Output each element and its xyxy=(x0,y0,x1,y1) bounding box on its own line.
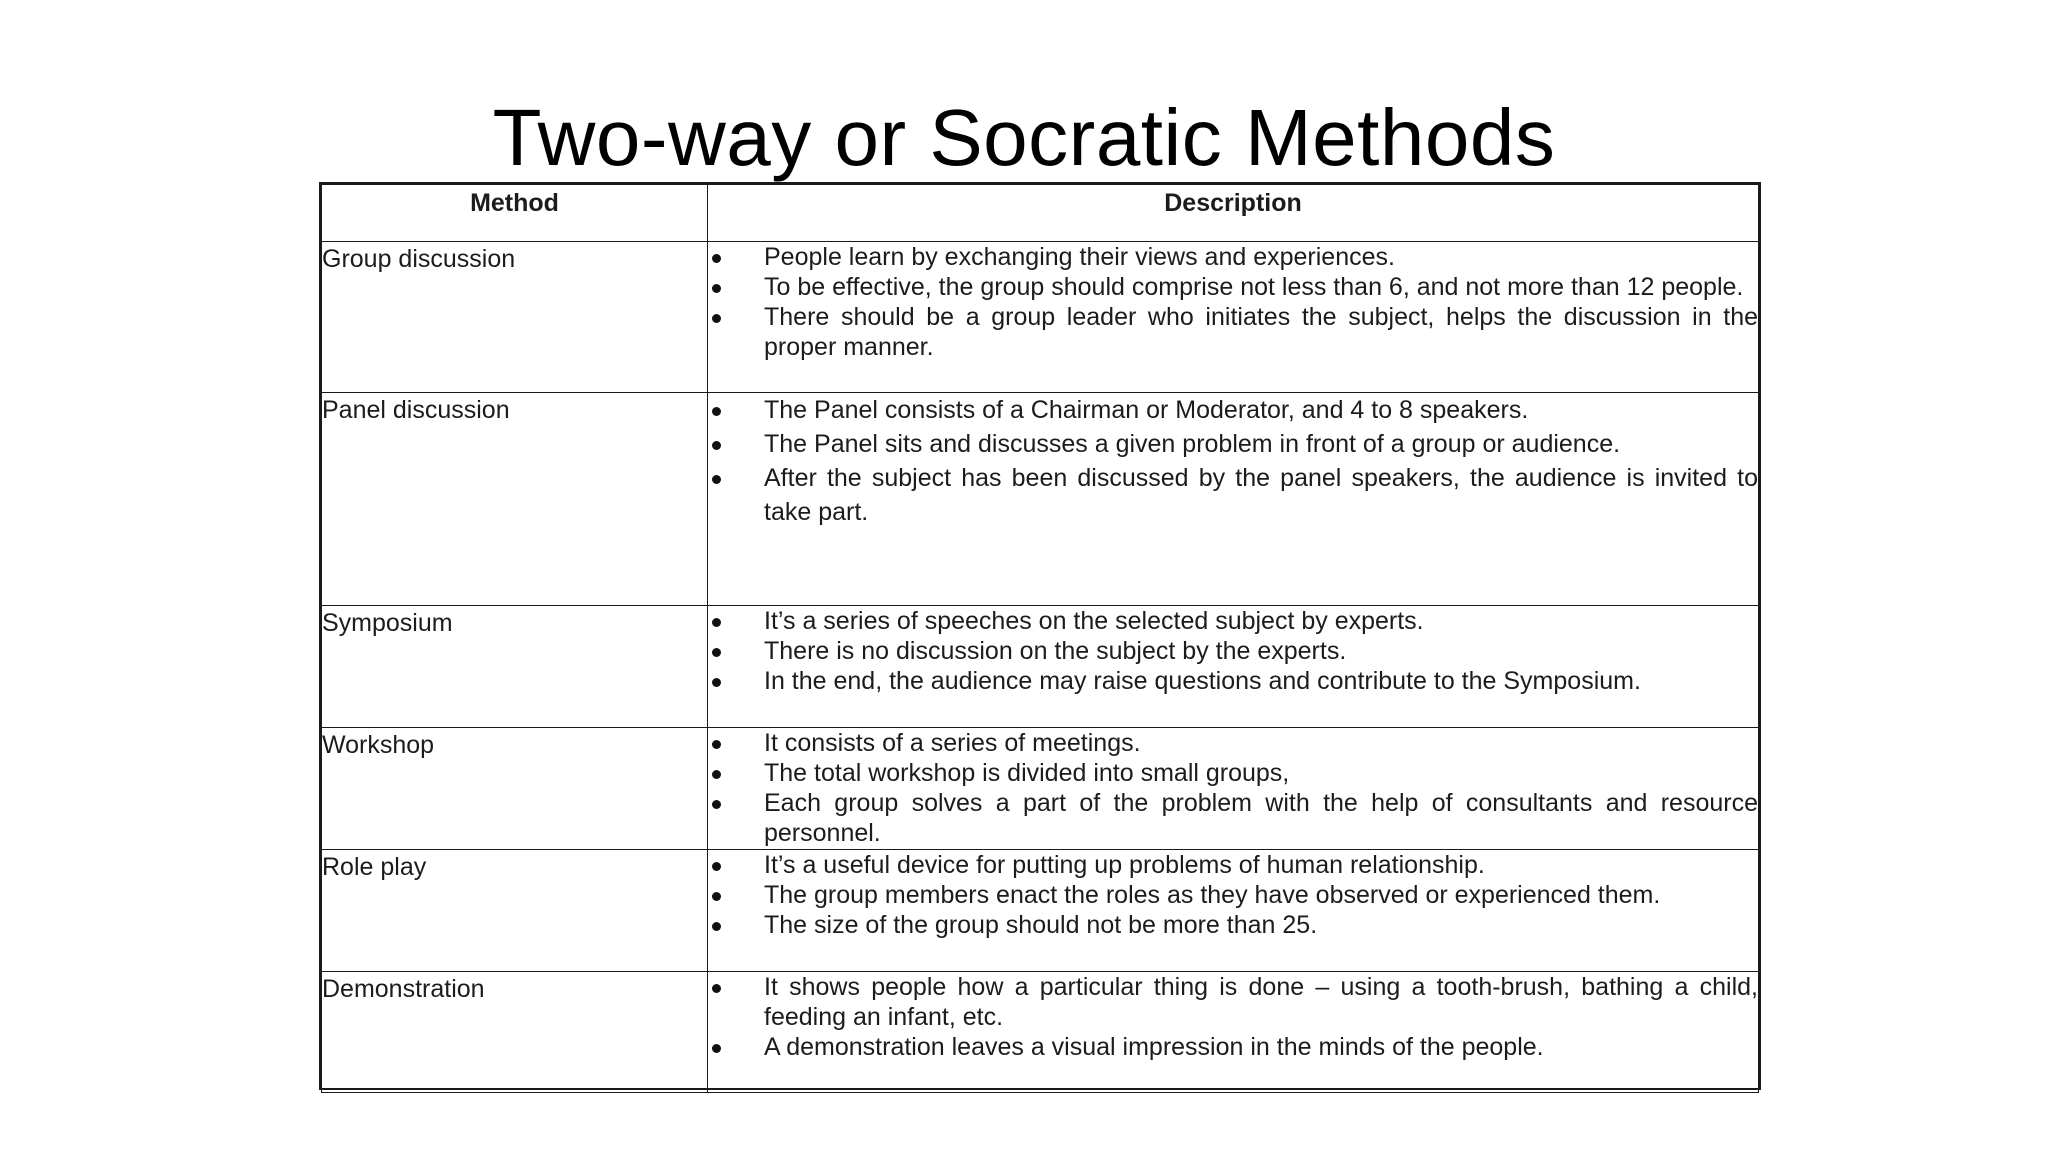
description-cell xyxy=(708,972,1759,1093)
list-item xyxy=(708,758,1758,788)
list-item xyxy=(708,728,1758,758)
table-row xyxy=(322,393,1759,606)
table-row xyxy=(322,972,1759,1093)
list-item xyxy=(708,606,1758,636)
list-item xyxy=(708,666,1758,696)
description-cell xyxy=(708,393,1759,606)
table-row xyxy=(322,728,1759,850)
bullet-text: It shows people how a particular thing is done – using a tooth-brush, bathing a child, feeding an infant, etc. xyxy=(764,973,1758,1031)
bullet-icon xyxy=(712,862,721,871)
list-item xyxy=(708,1032,1758,1062)
method-name: Symposium xyxy=(322,606,708,728)
bullet-icon xyxy=(712,892,721,901)
list-item xyxy=(708,910,1758,940)
list-item xyxy=(708,788,1758,848)
list-item xyxy=(708,461,1758,529)
method-name: Workshop xyxy=(322,728,708,850)
table-header-row xyxy=(322,185,1759,242)
column-header-description: Description xyxy=(708,185,1759,242)
column-header-method: Method xyxy=(322,185,708,242)
bullet-text: A demonstration leaves a visual impression in the minds of the people. xyxy=(764,1033,1544,1061)
list-item xyxy=(708,636,1758,666)
bullet-icon xyxy=(712,254,721,263)
list-item xyxy=(708,272,1758,302)
bullet-icon xyxy=(712,770,721,779)
description-cell xyxy=(708,606,1759,728)
list-item xyxy=(708,427,1758,461)
bullet-text: It’s a series of speeches on the selected subject by experts. xyxy=(764,607,1424,635)
bullet-text: It’s a useful device for putting up problems of human relationship. xyxy=(764,851,1485,879)
bullet-icon xyxy=(712,648,721,657)
bullet-icon xyxy=(712,678,721,687)
list-item xyxy=(708,880,1758,910)
bullet-icon xyxy=(712,407,721,416)
table-row xyxy=(322,242,1759,393)
description-cell xyxy=(708,728,1759,850)
list-item xyxy=(708,850,1758,880)
bullet-icon xyxy=(712,314,721,323)
bullet-text: People learn by exchanging their views and experiences. xyxy=(764,243,1395,271)
bullet-icon xyxy=(712,984,721,993)
bullet-text: Each group solves a part of the problem with the help of consultants and resource personnel. xyxy=(764,789,1758,847)
bullet-icon xyxy=(712,1044,721,1053)
bullet-text: There is no discussion on the subject by the experts. xyxy=(764,637,1347,665)
bullet-icon xyxy=(712,441,721,450)
list-item xyxy=(708,393,1758,427)
method-name: Role play xyxy=(322,850,708,972)
table-row xyxy=(322,850,1759,972)
bullet-icon xyxy=(712,740,721,749)
bullet-text: The size of the group should not be more than 25. xyxy=(764,911,1318,939)
slide-title: Two-way or Socratic Methods xyxy=(492,92,1556,182)
bullet-icon xyxy=(712,800,721,809)
methods-table-image xyxy=(319,182,1761,1090)
description-cell xyxy=(708,850,1759,972)
bullet-icon xyxy=(712,922,721,931)
list-item xyxy=(708,302,1758,362)
bullet-text: The Panel consists of a Chairman or Moderator, and 4 to 8 speakers. xyxy=(764,396,1529,424)
list-item xyxy=(708,972,1758,1032)
bullet-text: The group members enact the roles as they have observed or experienced them. xyxy=(764,881,1661,909)
methods-table xyxy=(321,184,1759,1093)
bullet-text: The Panel sits and discusses a given problem in front of a group or audience. xyxy=(764,430,1621,458)
list-item xyxy=(708,242,1758,272)
bullet-icon xyxy=(712,284,721,293)
description-cell xyxy=(708,242,1759,393)
bullet-text: The total workshop is divided into small groups, xyxy=(764,759,1290,787)
bullet-text: There should be a group leader who initiates the subject, helps the discussion in the proper manner. xyxy=(764,303,1758,361)
bullet-icon xyxy=(712,475,721,484)
table-row xyxy=(322,606,1759,728)
method-name: Demonstration xyxy=(322,972,708,1093)
bullet-icon xyxy=(712,618,721,627)
bullet-text: To be effective, the group should comprise not less than 6, and not more than 12 people. xyxy=(764,273,1744,301)
bullet-text: After the subject has been discussed by the panel speakers, the audience is invited to take part. xyxy=(764,464,1758,526)
bullet-text: In the end, the audience may raise questions and contribute to the Symposium. xyxy=(764,667,1641,695)
method-name: Panel discussion xyxy=(322,393,708,606)
bullet-text: It consists of a series of meetings. xyxy=(764,729,1141,757)
method-name: Group discussion xyxy=(322,242,708,393)
